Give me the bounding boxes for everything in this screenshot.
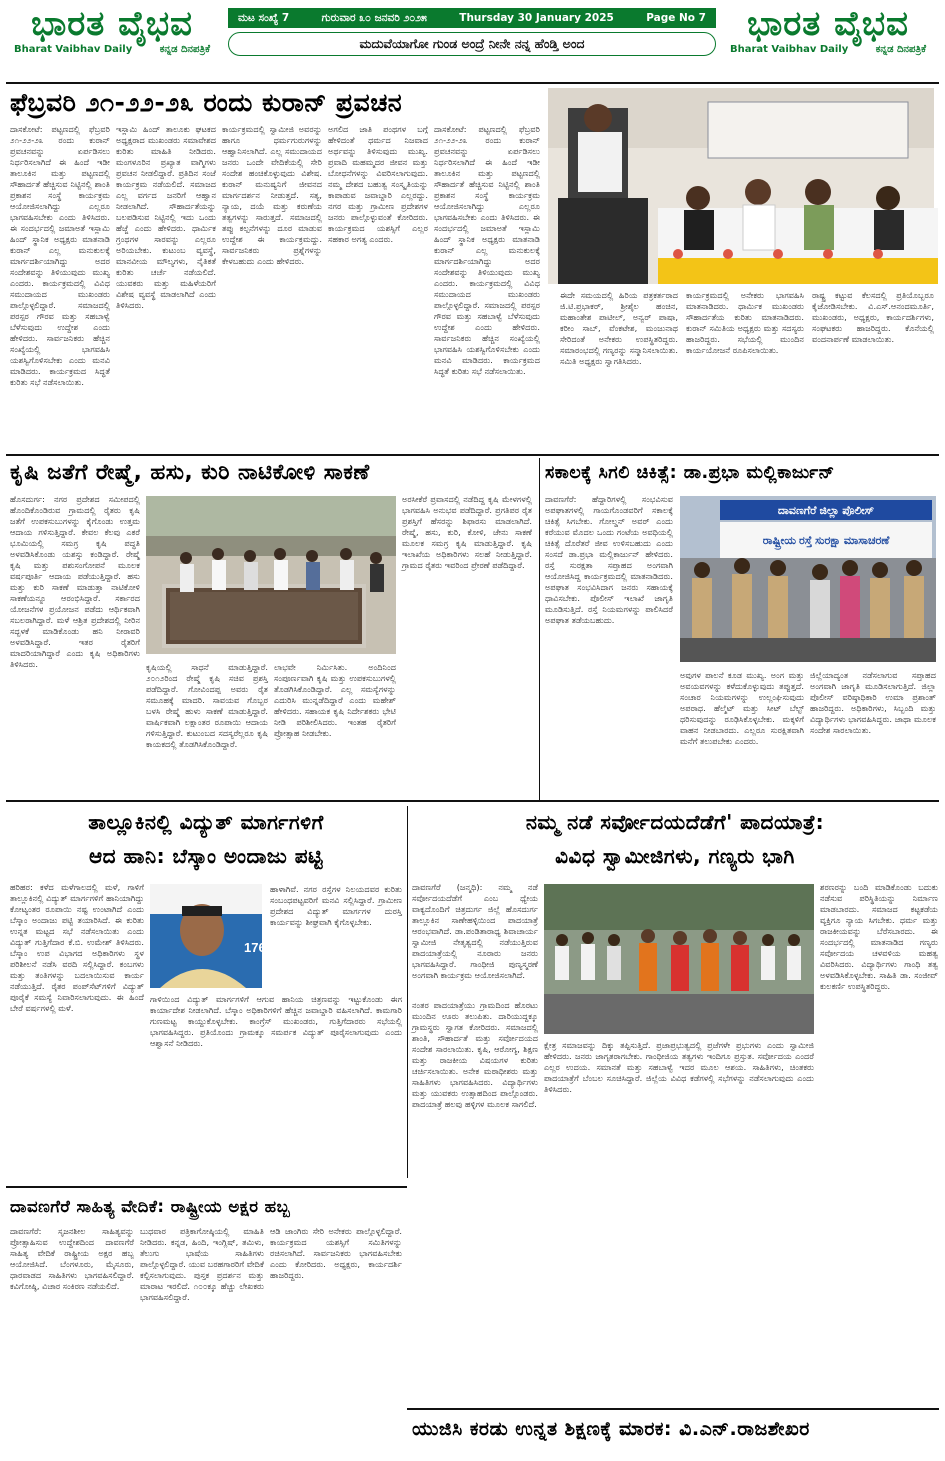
- silk-col-2: ಕೃಷಿಯಲ್ಲಿ ಸಾಧನೆ ಮಾಡುತ್ತಿದ್ದಾರೆ. ೨೦೧೨ರಿಂದ ರೇಷ್ಮೆ ಕೃಷಿ ಸಚಿವ ಪ್ರಶಸ್ತಿ ಪಡೆದಿದ್ದಾರೆ. ಗೋವಿಂದಪ್ಪ ಅವರು ರೈತ ಸಮೂಹಕ್ಕೆ ಮಾದರಿ. ಸಾವಯವ ಗೊಬ್ಬರ ಬಳಸಿ ರೇಷ್ಮೆ ಹುಳು ಸಾಕಣೆ ಮಾಡುತ್ತಿದ್ದಾರೆ. ವಾರ್ಷಿಕವಾಗಿ ಲಕ್ಷಾಂತರ ರೂಪಾಯಿ ಆದಾಯ ಗಳಿಸುತ್ತಿದ್ದಾರೆ. ಕುಟುಂಬದ ಸದಸ್ಯರೆಲ್ಲರೂ ಕೃಷಿ ಕಾಯಕದಲ್ಲಿ ತೊಡಗಿಸಿಕೊಂಡಿದ್ದಾರೆ.: [146, 662, 268, 749]
- padayatra-col-3: ಕ್ಷೇತ್ರ ಸಮಾಜವನ್ನು ದಿಕ್ಕು ತಪ್ಪಿಸುತ್ತಿದೆ. ಪ್ರಜಾಪ್ರಭುತ್ವದಲ್ಲಿ ಪ್ರಜೆಗಳೇ ಪ್ರಭುಗಳು ಎಂದು ಸ್ವಾಮೀಜಿ ಹೇಳಿದರು. ಜನರು ಜಾಗೃತರಾಗಬೇಕು. ಗಾಂಧೀಜಿಯ ತತ್ವಗಳು ಇಂದಿಗೂ ಪ್ರಸ್ತುತ. ಸರ್ವೋದಯ ಎಂದರೆ ಎಲ್ಲರ ಉದಯ. ಸಮಾನತೆ ಮತ್ತು ಸಹಬಾಳ್ವೆ ಇದರ ಮೂಲ ಆಶಯ. ಸಾಹಿತಿಗಳು, ಚಿಂತಕರು ಪಾದಯಾತ್ರೆಗೆ ಬೆಂಬಲ ಸೂಚಿಸಿದ್ದಾರೆ. ಜಿಲ್ಲೆಯ ವಿವಿಧ ಕಡೆಗಳಲ್ಲಿ ಸಭೆಗಳನ್ನು ನಡೆಸಲಾಗುವುದು ಎಂದು ತಿಳಿಸಿದರು.: [544, 1040, 814, 1094]
- power-headline-line1: ತಾಲ್ಲೂಕಿನಲ್ಲಿ ವಿದ್ಯುತ್ ಮಾರ್ಗಗಳಿಗೆ: [88, 810, 324, 834]
- padayatra-photo: [544, 884, 814, 1034]
- ugc-headline: ಯುಜಿಸಿ ಕರಡು ಉನ್ನತ ಶಿಕ್ಷಣಕ್ಕೆ ಮಾರಕ: ವಿ.ಎನ್.ರಾಜಶೇಖರ: [412, 1418, 810, 1440]
- padayatra-headline-line1: ನಮ್ಮ ನಡೆ ಸರ್ವೋದಯದೆಡೆಗೆ' ಪಾದಯಾತ್ರೆ:: [525, 810, 825, 834]
- brand-name: ಭಾರತ ವೈಭವ: [747, 4, 909, 44]
- quran-photo: [548, 88, 934, 284]
- padayatra-col-1: ದಾವಣಗೆರೆ (ಜನ್ಮಧಿ): ನಮ್ಮ ನಡೆ ಸರ್ವೋದಯದೆಡೆಗೆ ಎಂಬ ಧ್ಯೇಯ ವಾಕ್ಯದೊಂದಿಗೆ ಚಿತ್ರದುರ್ಗ ಜಿಲ್ಲೆ ಹೊಸದುರ್ಗ ತಾಲ್ಲೂಕಿನ ಸಾಣೇಹಳ್ಳಿಯಿಂದ ಪಾದಯಾತ್ರೆ ಆರಂಭವಾಗಿದೆ. ಡಾ.ಪಂಡಿತಾರಾಧ್ಯ ಶಿವಾಚಾರ್ಯ ಸ್ವಾಮೀಜಿ ನೇತೃತ್ವದಲ್ಲಿ ನಡೆಯುತ್ತಿರುವ ಪಾದಯಾತ್ರೆಯಲ್ಲಿ ನೂರಾರು ಜನರು ಭಾಗವಹಿಸಿದ್ದಾರೆ. ಗಾಂಧೀಜಿ ಪುಣ್ಯಸ್ಮರಣೆ ಅಂಗವಾಗಿ ಕಾರ್ಯಕ್ರಮ ಆಯೋಜಿಸಲಾಗಿದೆ.: [412, 882, 538, 980]
- brand-sub-english: Bharat Vaibhav Daily: [14, 44, 133, 55]
- quran-col-6: ಕಾರ್ಯಕ್ರಮದಲ್ಲಿ ಅನೇಕರು ಭಾಗವಹಿಸಿ ಮಾತನಾಡಿದರು. ಧಾರ್ಮಿಕ ಮುಖಂಡರು ಸೌಹಾರ್ದತೆಯ ಕುರಿತು ಮಾತನಾಡಿದರು. ಕುರಾನ್ ಸಮಿತಿಯ ಅಧ್ಯಕ್ಷರು ಮತ್ತು ಸದಸ್ಯರು ಹಾಜರಿದ್ದರು. ಸಭೆಯಲ್ಲಿ ಮುಂದಿನ ಕಾರ್ಯಯೋಜನೆ ರೂಪಿಸಲಾಯಿತು.: [686, 290, 804, 355]
- padayatra-headline-line2: ವಿವಿಧ ಸ್ವಾಮೀಜಿಗಳು, ಗಣ್ಯರು ಭಾಗಿ: [555, 844, 795, 868]
- english-date: Thursday 30 January 2025: [459, 12, 614, 24]
- brand-name: ಭಾರತ ವೈಭವ: [31, 4, 193, 44]
- section-rule: [407, 1408, 939, 1410]
- banner-text-1: ದಾವಣಗೆರೆ ಜಿಲ್ಲಾ ಪೊಲೀಸ್: [777, 505, 875, 517]
- silk-col-3: ಲಾಭವೇ ನಿರ್ಮಿಸಿತು. ಅಂದಿನಿಂದ ಸಂಪೂರ್ಣವಾಗಿ ಕೃಷಿ ಮತ್ತು ಉಪಕಸುಬುಗಳಲ್ಲಿ ತೊಡಗಿಸಿಕೊಂಡಿದ್ದಾರೆ. ಎಲ್ಲ ಸಮಸ್ಯೆಗಳನ್ನು ಎದುರಿಸಿ ಮುನ್ನಡೆದಿದ್ದಾರೆ ಎಂದು ಮಹೇಶ್ ಹೇಳಿದರು. ಸಹಾಯಕ ಕೃಷಿ ನಿರ್ದೇಶಕರು ಭೇಟಿ ನೀಡಿ ಪರಿಶೀಲಿಸಿದರು. ಇಂತಹ ರೈತರಿಗೆ ಪ್ರೋತ್ಸಾಹ ನೀಡಬೇಕು.: [274, 662, 396, 738]
- page-number: Page No 7: [646, 12, 706, 24]
- silk-headline: ಕೃಷಿ ಜತೆಗೆ ರೇಷ್ಮೆ, ಹಸು, ಕುರಿ ನಾಟಿಕೋಳಿ ಸಾಕಣೆ: [10, 460, 370, 485]
- kannada-date: ಗುರುವಾರ ೩೦ ಜನವರಿ ೨೦೨೫: [321, 11, 427, 24]
- brand-sub-kannada: ಕನ್ನಡ ದಿನಪತ್ರಿಕೆ: [875, 44, 926, 55]
- quran-col-7: ರಾಷ್ಟ್ರ ಕಟ್ಟುವ ಕೆಲಸದಲ್ಲಿ ಪ್ರತಿಯೊಬ್ಬರೂ ಕೈಜೋಡಿಸಬೇಕು. ವಿ.ಎಸ್.ಆನಂದಮೂರ್ತಿ, ಮುಖಂಡರು, ಅಧ್ಯಕ್ಷರು, ಕಾರ್ಯದರ್ಶಿಗಳು, ಸಂಘಟಕರು ಹಾಜರಿದ್ದರು. ಕೊನೆಯಲ್ಲಿ ವಂದನಾರ್ಪಣೆ ಮಾಡಲಾಯಿತು.: [812, 290, 934, 344]
- masthead-rule: [6, 82, 939, 84]
- silk-col-4: ಅರಸೀಕೆರೆ ಪ್ರವಾಸದಲ್ಲಿ ನಡೆದಿದ್ದ ಕೃಷಿ ಮೇಳಗಳಲ್ಲಿ ಭಾಗವಹಿಸಿ ಅನುಭವ ಪಡೆದಿದ್ದಾರೆ. ಪ್ರಗತಿಪರ ರೈತ ಪ್ರಶಸ್ತಿಗೆ ಹೆಸರನ್ನು ಶಿಫಾರಸು ಮಾಡಲಾಗಿದೆ. ರೇಷ್ಮೆ, ಹಸು, ಕುರಿ, ಕೋಳಿ, ಜೇನು ಸಾಕಣೆ ಮೂಲಕ ಸಮಗ್ರ ಕೃಷಿ ಮಾಡುತ್ತಿದ್ದಾರೆ. ಕೃಷಿ ಇಲಾಖೆಯ ಅಧಿಕಾರಿಗಳು ಸಲಹೆ ನೀಡುತ್ತಿದ್ದಾರೆ. ಗ್ರಾಮದ ರೈತರು ಇವರಿಂದ ಪ್ರೇರಣೆ ಪಡೆದಿದ್ದಾರೆ.: [402, 494, 532, 570]
- power-col-1: ಹರಿಹರ: ಕಳೆದ ಮಳೆಗಾಲದಲ್ಲಿ ಮಳೆ, ಗಾಳಿಗೆ ತಾಲ್ಲೂಕಿನಲ್ಲಿ ವಿದ್ಯುತ್ ಮಾರ್ಗಗಳಿಗೆ ಹಾನಿಯಾಗಿದ್ದು ಕೋಟ್ಯಂತರ ರೂಪಾಯಿ ನಷ್ಟ ಉಂಟಾಗಿದೆ ಎಂದು ಬೆಸ್ಕಾಂ ಅಂದಾಜು ಪಟ್ಟಿ ತಯಾರಿಸಿದೆ. ಈ ಕುರಿತು ಉನ್ನತ ಮಟ್ಟದ ಸಭೆ ನಡೆಸಲಾಯಿತು ಎಂದು ವಿದ್ಯುತ್ ಗುತ್ತಿಗೆದಾರ ಕೆ.ಬಿ. ಉಮೇಶ್ ತಿಳಿಸಿದರು. ಬೆಸ್ಕಾಂ ಉಪ ವಿಭಾಗದ ಅಧಿಕಾರಿಗಳು ಸ್ಥಳ ಪರಿಶೀಲನೆ ನಡೆಸಿ ವರದಿ ಸಲ್ಲಿಸಿದ್ದಾರೆ. ಕಂಬಗಳು ಮತ್ತು ತಂತಿಗಳನ್ನು ಬದಲಾಯಿಸುವ ಕಾರ್ಯ ನಡೆಯುತ್ತಿದೆ. ರೈತರ ಪಂಪ್‌ಸೆಟ್‌ಗಳಿಗೆ ವಿದ್ಯುತ್ ಪೂರೈಕೆ ಸಮಸ್ಯೆ ನಿವಾರಿಸಲಾಗುವುದು. ಈ ಹಿಂದೆ ಬೇರೆ ವರ್ಷಗಳಲ್ಲಿ ಮಳೆ.: [10, 882, 144, 1013]
- power-col-3: ಗಾಳಿಯಿಂದ ವಿದ್ಯುತ್ ಮಾರ್ಗಗಳಿಗೆ ಆಗುವ ಹಾನಿಯ ಚಿತ್ರಣವನ್ನು ಇಟ್ಟುಕೊಂಡು ಈಗ ಕಾರ್ಯಾದೇಶ ನೀಡಲಾಗಿದೆ. ಬೆಸ್ಕಾಂ ಅಧಿಕಾರಿಗಳಿಗೆ ಹೆಚ್ಚಿನ ಜವಾಬ್ದಾರಿ ವಹಿಸಲಾಗಿದೆ. ಕಾಮಗಾರಿ ಗುಣಮಟ್ಟ ಕಾಯ್ದುಕೊಳ್ಳಬೇಕು. ಕಾಂಗ್ರೆಸ್ ಮುಖಂಡರು, ಗುತ್ತಿಗೆದಾರರು ಸಭೆಯಲ್ಲಿ ಭಾಗವಹಿಸಿದ್ದರು. ಪ್ರತಿಯೊಂದು ಗ್ರಾಮಕ್ಕೂ ಸಮರ್ಪಕ ವಿದ್ಯುತ್ ಪೂರೈಸಲಾಗುವುದು ಎಂದು ಆಶ್ವಾಸನೆ ನೀಡಿದರು.: [150, 994, 402, 1048]
- section-rule: [6, 1186, 407, 1188]
- literary-headline: ದಾವಣಗೆರೆ ಸಾಹಿತ್ಯ ವೇದಿಕೆ: ರಾಷ್ಟ್ರೀಯ ಅಕ್ಷರ ಹಬ್ಬ: [10, 1197, 291, 1216]
- literary-col-3: ಆಡಿ ಜಾಂಗಿರು ಸೇರಿ ಅನೇಕರು ಪಾಲ್ಗೊಳ್ಳಲಿದ್ದಾರೆ. ಕಾರ್ಯಕ್ರಮದ ಯಶಸ್ಸಿಗೆ ಸಮಿತಿಗಳನ್ನು ರಚಿಸಲಾಗಿದೆ. ಸಾರ್ವಜನಿಕರು ಭಾಗವಹಿಸಬೇಕು ಎಂದು ಕೋರಿದರು. ಅಧ್ಯಕ್ಷರು, ಕಾರ್ಯದರ್ಶಿ ಹಾಜರಿದ್ದರು.: [270, 1226, 402, 1280]
- photo-number: 176: [244, 940, 266, 955]
- health-col-2: ಅವುಗಳ ಪಾಲನೆ ಕೂಡ ಮುಖ್ಯ. ಅಂಗ ಮತ್ತು ಅವಯವಗಳನ್ನು ಕಳೆದುಕೊಳ್ಳುವುದು ತಪ್ಪುತ್ತದೆ. ಸಂಚಾರ ನಿಯಮಗಳನ್ನು ಉಲ್ಲಂಘಿಸುವುದು ಅಪರಾಧ. ಹೆಲ್ಮೆಟ್ ಮತ್ತು ಸೀಟ್ ಬೆಲ್ಟ್ ಧರಿಸುವುದನ್ನು ರೂಢಿಸಿಕೊಳ್ಳಬೇಕು. ಮಕ್ಕಳಿಗೆ ವಾಹನ ನೀಡಬಾರದು. ಎಲ್ಲರೂ ಸುರಕ್ಷಿತವಾಗಿ ಮನೆಗೆ ತಲುಪಬೇಕು ಎಂದರು.: [680, 670, 804, 746]
- health-col-1: ದಾವಣಗೆರೆ: ಹೆದ್ದಾರಿಗಳಲ್ಲಿ ಸಂಭವಿಸುವ ಅಪಘಾತಗಳಲ್ಲಿ ಗಾಯಗೊಂಡವರಿಗೆ ಸಕಾಲಕ್ಕೆ ಚಿಕಿತ್ಸೆ ಸಿಗಬೇಕು. ಗೋಲ್ಡನ್ ಅವರ್ ಎಂದು ಕರೆಯುವ ಮೊದಲ ಒಂದು ಗಂಟೆಯ ಅವಧಿಯಲ್ಲಿ ಚಿಕಿತ್ಸೆ ದೊರೆತರೆ ಜೀವ ಉಳಿಸಬಹುದು ಎಂದು ಸಂಸದೆ ಡಾ.ಪ್ರಭಾ ಮಲ್ಲಿಕಾರ್ಜುನ್ ಹೇಳಿದರು. ರಸ್ತೆ ಸುರಕ್ಷತಾ ಸಪ್ತಾಹದ ಅಂಗವಾಗಿ ಆಯೋಜಿಸಿದ್ದ ಕಾರ್ಯಕ್ರಮದಲ್ಲಿ ಮಾತನಾಡಿದರು. ಅಪಘಾತ ಸಂಭವಿಸಿದಾಗ ಜನರು ಸಹಾಯಕ್ಕೆ ಧಾವಿಸಬೇಕು. ಪೊಲೀಸ್ ಇಲಾಖೆ ಜಾಗೃತಿ ಮೂಡಿಸುತ್ತಿದೆ. ರಸ್ತೆ ನಿಯಮಗಳನ್ನು ಪಾಲಿಸಿದರೆ ಅಪಘಾತ ತಡೆಯಬಹುದು.: [545, 494, 673, 625]
- power-col-2: ಹಾಳಾಗಿವೆ. ನಗರ ರಸ್ತೆಗಳ ನಿಲಯದವರ ಕುರಿತು ಸಂಬಂಧಪಟ್ಟವರಿಗೆ ಮನವಿ ಸಲ್ಲಿಸಿದ್ದಾರೆ. ಗ್ರಾಮೀಣ ಪ್ರದೇಶದ ವಿದ್ಯುತ್ ಮಾರ್ಗಗಳ ದುರಸ್ತಿ ಕಾರ್ಯವನ್ನು ಶೀಘ್ರವಾಗಿ ಕೈಗೊಳ್ಳಬೇಕು.: [270, 884, 402, 927]
- padayatra-col-2: ನಂತರ ಪಾದಯಾತ್ರೆಯು ಗ್ರಾಮದಿಂದ ಹೊರಟು ಮುಂದಿನ ಊರು ತಲುಪಿತು. ದಾರಿಯುದ್ದಕ್ಕೂ ಗ್ರಾಮಸ್ಥರು ಸ್ವಾಗತ ಕೋರಿದರು. ಸಮಾಜದಲ್ಲಿ ಶಾಂತಿ, ಸೌಹಾರ್ದತೆ ಮತ್ತು ಸರ್ವೋದಯದ ಸಂದೇಶ ಸಾರಲಾಯಿತು. ಕೃಷಿ, ಆರೋಗ್ಯ, ಶಿಕ್ಷಣ ಮತ್ತು ರಾಜಕೀಯ ವಿಷಯಗಳ ಕುರಿತು ಚರ್ಚಿಸಲಾಯಿತು. ಅನೇಕ ಮಠಾಧೀಶರು ಮತ್ತು ಸಾಹಿತಿಗಳು ಭಾಗವಹಿಸಿದರು. ವಿದ್ಯಾರ್ಥಿಗಳು ಮತ್ತು ಯುವಕರು ಉತ್ಸಾಹದಿಂದ ಪಾಲ್ಗೊಂಡರು. ಪಾದಯಾತ್ರೆ ಹಲವು ಹಳ್ಳಿಗಳ ಮೂಲಕ ಸಾಗಲಿದೆ.: [412, 1000, 538, 1109]
- quran-col-4: ಅಗಲಿದ ಜಾತಿ ಪಂಥಗಳ ಬಗ್ಗೆ ಹೇಳಿದಂತೆ ಧರ್ಮದ ನಿಜವಾದ ಅರ್ಥವನ್ನು ತಿಳಿಸುವುದು ಮುಖ್ಯ. ಪ್ರವಾದಿ ಮಹಮ್ಮದರ ಜೀವನ ಮತ್ತು ಬೋಧನೆಗಳನ್ನು ವಿವರಿಸಲಾಗುವುದು. ನಮ್ಮ ದೇಶದ ಬಹುತ್ವ ಸಂಸ್ಕೃತಿಯನ್ನು ಕಾಪಾಡುವ ಜವಾಬ್ದಾರಿ ಎಲ್ಲರದ್ದು. ನಗರ ಮತ್ತು ಗ್ರಾಮೀಣ ಪ್ರದೇಶಗಳ ಜನರು ಪಾಲ್ಗೊಳ್ಳುವಂತೆ ಕೋರಿದರು. ಕಾರ್ಯಕ್ರಮದ ಯಶಸ್ಸಿಗೆ ಎಲ್ಲರ ಸಹಕಾರ ಅಗತ್ಯ ಎಂದರು.: [328, 124, 428, 244]
- quran-headline: ಫೆಬ್ರವರಿ ೨೧-೨೨-೨೩ ರಂದು ಕುರಾನ್ ಪ್ರವಚನ: [10, 88, 403, 117]
- quran-col-4b: ದಾಸಕೋಟೆ: ಪಟ್ಟಣದಲ್ಲಿ ಫೆಬ್ರವರಿ ೨೧-೨೨-೨೩ ರಂದು ಕುರಾನ್ ಪ್ರವಚನವನ್ನು ಏರ್ಪಡಿಸಲು ನಿರ್ಧರಿಸಲಾಗಿದೆ ಈ ಹಿಂದೆ ಇಡೀ ತಾಲೂಕಿನ ಮತ್ತು ಪಟ್ಟಣದಲ್ಲಿ ಸೌಹಾರ್ದತೆ ಹೆಚ್ಚಿಸುವ ನಿಟ್ಟಿನಲ್ಲಿ ಶಾಂತಿ ಪ್ರಕಾಶನ ಸಂಸ್ಥೆ ಕಾರ್ಯಕ್ರಮ ಆಯೋಜಿಸಲಾಗಿದ್ದು ಎಲ್ಲರೂ ಭಾಗವಹಿಸಬೇಕು ಎಂದು ತಿಳಿಸಿದರು. ಈ ಸಂದರ್ಭದಲ್ಲಿ ಜಮಾಅತೆ ಇಸ್ಲಾಮಿ ಹಿಂದ್ ಸ್ಥಾನಿಕ ಅಧ್ಯಕ್ಷರು ಮಾತನಾಡಿ ಕುರಾನ್ ಎಲ್ಲ ಮನುಕುಲಕ್ಕೆ ಮಾರ್ಗದರ್ಶಿಯಾಗಿದ್ದು ಅದರ ಸಂದೇಶವನ್ನು ತಿಳಿಯುವುದು ಮುಖ್ಯ ಎಂದರು. ಕಾರ್ಯಕ್ರಮದಲ್ಲಿ ವಿವಿಧ ಸಮುದಾಯದ ಮುಖಂಡರು ಪಾಲ್ಗೊಳ್ಳಲಿದ್ದಾರೆ. ಸಮಾಜದಲ್ಲಿ ಪರಸ್ಪರ ಗೌರವ ಮತ್ತು ಸಹಬಾಳ್ವೆ ಬೆಳೆಸುವುದು ಉದ್ದೇಶ ಎಂದು ಹೇಳಿದರು. ಸಾರ್ವಜನಿಕರು ಹೆಚ್ಚಿನ ಸಂಖ್ಯೆಯಲ್ಲಿ ಭಾಗವಹಿಸಿ ಯಶಸ್ವಿಗೊಳಿಸಬೇಕು ಎಂದು ಮನವಿ ಮಾಡಿದರು. ಕಾರ್ಯಕ್ರಮದ ಸಿದ್ಧತೆ ಕುರಿತು ಸಭೆ ನಡೆಸಲಾಯಿತು.: [434, 124, 540, 376]
- health-col-3: ಜಿಲ್ಲೆಯಾದ್ಯಂತ ನಡೆಸಲಾಗುವ ಸಪ್ತಾಹದ ಅಂಗವಾಗಿ ಜಾಗೃತಿ ಮೂಡಿಸಲಾಗುತ್ತಿದೆ. ಜಿಲ್ಲಾ ಪೊಲೀಸ್ ವರಿಷ್ಠಾಧಿಕಾರಿ ಉಮಾ ಪ್ರಶಾಂತ್ ಹಾಜರಿದ್ದರು. ಅಧಿಕಾರಿಗಳು, ಸಿಬ್ಬಂದಿ ಮತ್ತು ವಿದ್ಯಾರ್ಥಿಗಳು ಭಾಗವಹಿಸಿದ್ದರು. ಜಾಥಾ ಮೂಲಕ ಸಂದೇಶ ಸಾರಲಾಯಿತು.: [810, 670, 936, 735]
- masthead-brand-right: [722, 4, 934, 62]
- quran-col-5: ಈದೇ ಸಮಯದಲ್ಲಿ ಹಿರಿಯ ಪತ್ರಕರ್ತರಾದ ಜಿ.ಟಿ.ಪ್ರಭಾಕರ್, ಶ್ರೀಶೈಲ ಹಂಚಿನ, ಮಹಾಂತೇಶ ಪಾಟೀಲ್, ಅನ್ವರ್ ಪಾಷಾ, ಕರೀಂ ಸಾಬ್, ವೆಂಕಟೇಶ, ಮಂಜುನಾಥ ಸೇರಿದಂತೆ ಅನೇಕರು ಉಪಸ್ಥಿತರಿದ್ದರು. ಸಮಾರಂಭದಲ್ಲಿ ಗಣ್ಯರನ್ನು ಸನ್ಮಾನಿಸಲಾಯಿತು. ಸಮಿತಿ ಅಧ್ಯಕ್ಷರು ಸ್ವಾಗತಿಸಿದರು.: [560, 290, 678, 366]
- quran-col-1: ದಾಸಕೋಟೆ: ಪಟ್ಟಣದಲ್ಲಿ ಫೆಬ್ರವರಿ ೨೧-೨೨-೨೩ ರಂದು ಕುರಾನ್ ಪ್ರವಚನವನ್ನು ಏರ್ಪಡಿಸಲು ನಿರ್ಧರಿಸಲಾಗಿದೆ ಈ ಹಿಂದೆ ಇಡೀ ತಾಲೂಕಿನ ಮತ್ತು ಪಟ್ಟಣದಲ್ಲಿ ಸೌಹಾರ್ದತೆ ಹೆಚ್ಚಿಸುವ ನಿಟ್ಟಿನಲ್ಲಿ ಶಾಂತಿ ಪ್ರಕಾಶನ ಸಂಸ್ಥೆ ಕಾರ್ಯಕ್ರಮ ಆಯೋಜಿಸಲಾಗಿದ್ದು ಎಲ್ಲರೂ ಭಾಗವಹಿಸಬೇಕು ಎಂದು ತಿಳಿಸಿದರು. ಈ ಸಂದರ್ಭದಲ್ಲಿ ಜಮಾಅತೆ ಇಸ್ಲಾಮಿ ಹಿಂದ್ ಸ್ಥಾನಿಕ ಅಧ್ಯಕ್ಷರು ಮಾತನಾಡಿ ಕುರಾನ್ ಎಲ್ಲ ಮನುಕುಲಕ್ಕೆ ಮಾರ್ಗದರ್ಶಿಯಾಗಿದ್ದು ಅದರ ಸಂದೇಶವನ್ನು ತಿಳಿಯುವುದು ಮುಖ್ಯ ಎಂದರು. ಕಾರ್ಯಕ್ರಮದಲ್ಲಿ ವಿವಿಧ ಸಮುದಾಯದ ಮುಖಂಡರು ಪಾಲ್ಗೊಳ್ಳಲಿದ್ದಾರೆ. ಸಮಾಜದಲ್ಲಿ ಪರಸ್ಪರ ಗೌರವ ಮತ್ತು ಸಹಬಾಳ್ವೆ ಬೆಳೆಸುವುದು ಉದ್ದೇಶ ಎಂದು ಹೇಳಿದರು. ಸಾರ್ವಜನಿಕರು ಹೆಚ್ಚಿನ ಸಂಖ್ಯೆಯಲ್ಲಿ ಭಾಗವಹಿಸಿ ಯಶಸ್ವಿಗೊಳಿಸಬೇಕು ಎಂದು ಮನವಿ ಮಾಡಿದರು. ಕಾರ್ಯಕ್ರಮದ ಸಿದ್ಧತೆ ಕುರಿತು ಸಭೆ ನಡೆಸಲಾಯಿತು.: [10, 124, 110, 387]
- power-photo: [150, 884, 266, 988]
- health-headline: ಸಕಾಲಕ್ಕೆ ಸಿಗಲಿ ಚಿಕಿತ್ಸೆ: ಡಾ.ಪ್ರಭಾ ಮಲ್ಲಿಕಾರ್ಜುನ್: [545, 463, 835, 483]
- masthead-brand-left: [6, 4, 218, 62]
- column-divider: [539, 458, 540, 800]
- silk-photo: [146, 496, 396, 654]
- column-divider: [407, 806, 408, 1178]
- brand-sub-kannada: ಕನ್ನಡ ದಿನಪತ್ರಿಕೆ: [159, 44, 210, 55]
- quran-col-3: ಕಾರ್ಯಕ್ರಮದಲ್ಲಿ ಸ್ವಾಮೀಜಿ ಅವರನ್ನು ಹಾಗೂ ಧರ್ಮಗುರುಗಳನ್ನು ಆಹ್ವಾನಿಸಲಾಗಿದೆ. ಎಲ್ಲ ಸಮುದಾಯದ ಜನರು ಒಂದೇ ವೇದಿಕೆಯಲ್ಲಿ ಸೇರಿ ಸಂದೇಶ ಹಂಚಿಕೊಳ್ಳುವುದು ವಿಶೇಷ. ಕುರಾನ್ ಮನುಷ್ಯನಿಗೆ ಜೀವನದ ಮಾರ್ಗದರ್ಶನ ನೀಡುತ್ತದೆ. ಸತ್ಯ, ನ್ಯಾಯ, ದಯೆ ಮತ್ತು ಕರುಣೆಯ ತತ್ವಗಳನ್ನು ಸಾರುತ್ತದೆ. ಸಮಾಜದಲ್ಲಿ ತಪ್ಪು ಕಲ್ಪನೆಗಳನ್ನು ದೂರ ಮಾಡುವ ಉದ್ದೇಶ ಈ ಕಾರ್ಯಕ್ರಮದ್ದು. ಸಾರ್ವಜನಿಕರು ಪ್ರಶ್ನೆಗಳನ್ನು ಕೇಳಬಹುದು ಎಂದು ಹೇಳಿದರು.: [222, 124, 322, 266]
- padayatra-col-4: ಶರಣರನ್ನು ಬಂದಿ ಮಾಡಿಕೊಂಡು ಬದುಕು ನಡೆಸುವ ಪರಿಸ್ಥಿತಿಯನ್ನು ನಿರ್ಮಾಣ ಮಾಡಬಾರದು. ಸಮಾಜದ ಕಟ್ಟಕಡೆಯ ವ್ಯಕ್ತಿಗೂ ನ್ಯಾಯ ಸಿಗಬೇಕು. ಧರ್ಮ ಮತ್ತು ರಾಜಕೀಯವನ್ನು ಬೆರೆಸಬಾರದು. ಈ ಸಂದರ್ಭದಲ್ಲಿ ಮಾತನಾಡಿದ ಗಣ್ಯರು ಸರ್ವೋದಯ ಚಳವಳಿಯ ಮಹತ್ವ ವಿವರಿಸಿದರು. ವಿದ್ಯಾರ್ಥಿಗಳು ಗಾಂಧಿ ತತ್ವ ಅಳವಡಿಸಿಕೊಳ್ಳಬೇಕು. ಸಾಹಿತಿ ಡಾ. ಸಂಜೀವ್ ಕುಲಕರ್ಣಿ ಉಪಸ್ಥಿತರಿದ್ದರು.: [820, 882, 938, 991]
- masthead-center: [228, 8, 716, 60]
- section-rule: [6, 800, 939, 802]
- dateline-bar: [228, 8, 716, 28]
- section-rule: [6, 454, 939, 456]
- banner-text-2: ರಾಷ್ಟ್ರೀಯ ರಸ್ತೆ ಸುರಕ್ಷಾ ಮಾಸಾಚರಣೆ: [762, 535, 890, 547]
- literary-col-2: ಬುಧವಾರ ಪತ್ರಿಕಾಗೋಷ್ಠಿಯಲ್ಲಿ ಮಾಹಿತಿ ನೀಡಿದರು. ಕನ್ನಡ, ಹಿಂದಿ, ಇಂಗ್ಲಿಷ್, ತಮಿಳು, ತೆಲುಗು ಭಾಷೆಯ ಸಾಹಿತಿಗಳು ಪಾಲ್ಗೊಳ್ಳಲಿದ್ದಾರೆ. ಯುವ ಬರಹಗಾರರಿಗೆ ವೇದಿಕೆ ಕಲ್ಪಿಸಲಾಗುವುದು. ಪುಸ್ತಕ ಪ್ರದರ್ಶನ ಮತ್ತು ಮಾರಾಟ ಇರಲಿದೆ. ೧೦೦ಕ್ಕೂ ಹೆಚ್ಚು ಲೇಖಕರು ಭಾಗವಹಿಸಲಿದ್ದಾರೆ.: [140, 1226, 264, 1302]
- health-photo: [680, 496, 936, 662]
- quran-col-2: ಇಸ್ಲಾಮಿ ಹಿಂದ್ ತಾಲೂಕು ಘಟಕದ ಅಧ್ಯಕ್ಷರಾದ ಮುಖಂಡರು ಸಮಾವೇಶದ ಕುರಿತು ಮಾಹಿತಿ ನೀಡಿದರು. ಮಂಗಳೂರಿನ ಪ್ರಖ್ಯಾತ ವಾಗ್ಮಿಗಳು ಪ್ರವಚನ ನೀಡಲಿದ್ದಾರೆ. ಪ್ರತಿದಿನ ಸಂಜೆ ಕಾರ್ಯಕ್ರಮ ನಡೆಯಲಿದೆ. ಸಮಾಜದ ಎಲ್ಲ ವರ್ಗದ ಜನರಿಗೆ ಆಹ್ವಾನ ನೀಡಲಾಗಿದೆ. ಸೌಹಾರ್ದತೆಯನ್ನು ಬಲಪಡಿಸುವ ನಿಟ್ಟಿನಲ್ಲಿ ಇದು ಒಂದು ಹೆಜ್ಜೆ ಎಂದು ಹೇಳಿದರು. ಧಾರ್ಮಿಕ ಗ್ರಂಥಗಳ ಸಾರವನ್ನು ಎಲ್ಲರೂ ಅರಿಯಬೇಕು. ಕುಟುಂಬ ವ್ಯವಸ್ಥೆ, ಮಾನವೀಯ ಮೌಲ್ಯಗಳು, ನೈತಿಕತೆ ಕುರಿತು ಚರ್ಚೆ ನಡೆಯಲಿದೆ. ಯುವಕರು ಮತ್ತು ಮಹಿಳೆಯರಿಗೆ ವಿಶೇಷ ವ್ಯವಸ್ಥೆ ಮಾಡಲಾಗಿದೆ ಎಂದು ತಿಳಿಸಿದರು.: [116, 124, 216, 310]
- literary-col-1: ದಾವಣಗೆರೆ: ಸೃಜನಶೀಲ ಸಾಹಿತ್ಯವನ್ನು ಪ್ರೋತ್ಸಾಹಿಸುವ ಉದ್ದೇಶದಿಂದ ದಾವಣಗೆರೆ ಸಾಹಿತ್ಯ ವೇದಿಕೆ ರಾಷ್ಟ್ರೀಯ ಅಕ್ಷರ ಹಬ್ಬ ಆಯೋಜಿಸಿದೆ. ಬೆಂಗಳೂರು, ಮೈಸೂರು, ಧಾರವಾಡದ ಸಾಹಿತಿಗಳು ಭಾಗವಹಿಸಲಿದ್ದಾರೆ. ಕವಿಗೋಷ್ಠಿ, ವಿಚಾರ ಸಂಕಿರಣ ನಡೆಯಲಿದೆ.: [10, 1226, 134, 1291]
- brand-sub-english: Bharat Vaibhav Daily: [730, 44, 849, 55]
- power-headline-line2: ಆದ ಹಾನಿ: ಬೆಸ್ಕಾಂ ಅಂದಾಜು ಪಟ್ಟಿ: [88, 844, 324, 868]
- issue-number: ಮಟ ಸಂಖ್ಯೆ 7: [238, 11, 290, 24]
- silk-col-1: ಹೊಸದುರ್ಗ: ನಗರ ಪ್ರದೇಶದ ಸಮೀಪದಲ್ಲಿ ಹೊಂದಿಕೊಂಡಿರುವ ಗ್ರಾಮದಲ್ಲಿ ರೈತರು ಕೃಷಿ ಜತೆಗೆ ಉಪಕಸುಬುಗಳನ್ನು ಕೈಗೊಂಡು ಉತ್ತಮ ಆದಾಯ ಗಳಿಸುತ್ತಿದ್ದಾರೆ. ಕೇವಲ ಕೆಲವು ಎಕರೆ ಭೂಮಿಯಲ್ಲಿ ಸಮಗ್ರ ಕೃಷಿ ಪದ್ಧತಿ ಅಳವಡಿಸಿಕೊಂಡು ಯಶಸ್ಸು ಕಂಡಿದ್ದಾರೆ. ರೇಷ್ಮೆ ಕೃಷಿ ಮತ್ತು ಪಶುಸಂಗೋಪನೆ ಮೂಲಕ ವರ್ಷಪೂರ್ತಿ ಆದಾಯ ಪಡೆಯುತ್ತಿದ್ದಾರೆ. ಹಸು ಮತ್ತು ಕುರಿ ಸಾಕಣೆ ಮಾಡುತ್ತಾ ನಾಟಿಕೋಳಿ ಸಾಕಣೆಯನ್ನೂ ಆರಂಭಿಸಿದ್ದಾರೆ. ಸರ್ಕಾರದ ಯೋಜನೆಗಳ ಪ್ರಯೋಜನ ಪಡೆದು ಆರ್ಥಿಕವಾಗಿ ಸಬಲರಾಗಿದ್ದಾರೆ. ಮಳೆ ಆಶ್ರಿತ ಪ್ರದೇಶದಲ್ಲಿ ನೀರಿನ ಸದ್ಬಳಕೆ ಮಾಡಿಕೊಂಡು ಹನಿ ನೀರಾವರಿ ಅಳವಡಿಸಿದ್ದಾರೆ. ಇತರ ರೈತರಿಗೆ ಮಾದರಿಯಾಗಿದ್ದಾರೆ ಎಂದು ಕೃಷಿ ಅಧಿಕಾರಿಗಳು ತಿಳಿಸಿದರು.: [10, 494, 140, 669]
- tagline: ಮದುವೆಯಾಗೋ ಗುಂಡ ಅಂದ್ರೆ ನೀನೇ ನನ್ನ ಹೆಂಡ್ತಿ ಅಂದ: [228, 32, 716, 56]
